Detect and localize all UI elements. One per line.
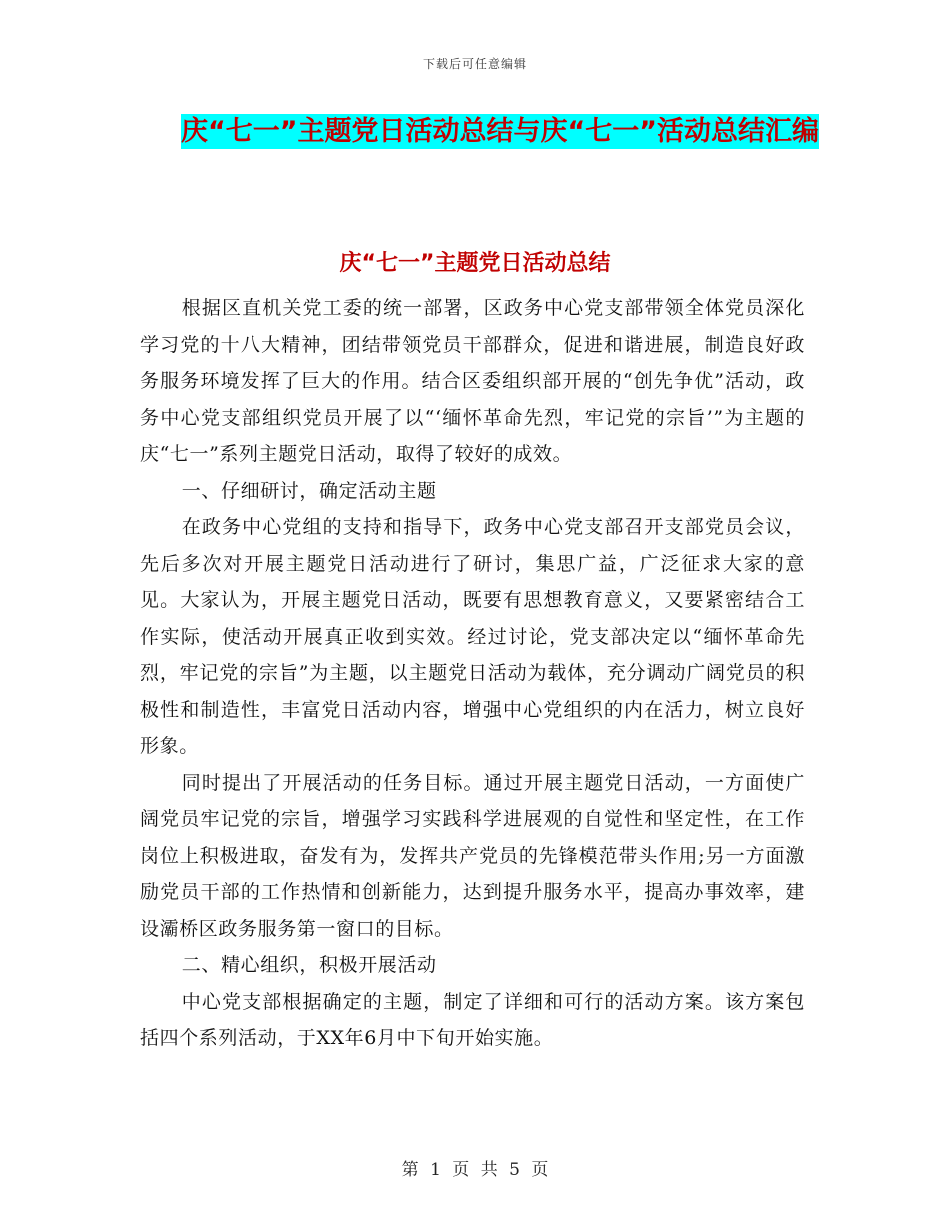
heading-section-2: 二、精心组织，积极开展活动 <box>181 954 437 976</box>
page-number: 第 1 页 共 5 页 <box>401 1160 549 1180</box>
header-note: 下载后可任意编辑 <box>422 57 527 71</box>
section-title: 庆“七一”主题党日活动总结 <box>339 251 611 276</box>
paragraph-section-1: 在政务中心党组的支持和指导下，政务中心党支部召开支部党员会议，先后多次对开展主题党日活动进行了研讨，集思广益，广泛征求大家的意见。大家认为，开展主题党日活动，既要有思想教育意义，又要紧密结合工作实际，使活动开展真正收到实效。经过讨论，党支部决定以“缅怀革命先烈，牢记党的宗旨”为主题，以主题党日活动为载体，充分调动广阔党员的积极性和制造性，丰富党日活动内容，增强中心党组织的内在活力，树立良好形象。 <box>140 516 805 757</box>
document-body <box>140 290 805 1057</box>
paragraph-goals: 同时提出了开展活动的任务目标。通过开展主题党日活动，一方面使广阔党员牢记党的宗旨，增强学习实践科学进展观的自觉性和坚定性，在工作岗位上积极进取，奋发有为，发挥共产党员的先锋模范带头作用;另一方面激励党员干部的工作热情和创新能力，达到提升服务水平，提高办事效率，建设灞桥区政务服务第一窗口的目标。 <box>140 771 805 940</box>
paragraph-section-2: 中心党支部根据确定的主题，制定了详细和可行的活动方案。该方案包括四个系列活动，于XX年6月中下旬开始实施。 <box>140 990 805 1049</box>
document-title <box>140 110 860 154</box>
heading-section-1: 一、仔细研讨，确定活动主题 <box>181 479 437 502</box>
paragraph-intro: 根据区直机关党工委的统一部署，区政务中心党支部带领全体党员深化学习党的十八大精神，团结带领党员干部群众，促进和谐进展，制造良好政务服务环境发挥了巨大的作用。结合区委组织部开展的“创先争优”活动，政务中心党支部组织党员开展了以“‘缅怀革命先烈，牢记党的宗旨’”为主题的庆“七一”系列主题党日活动，取得了较好的成效。 <box>140 297 805 465</box>
document-title-highlight: 庆“七一”主题党日活动总结与庆“七一”活动总结汇编 <box>181 116 819 147</box>
